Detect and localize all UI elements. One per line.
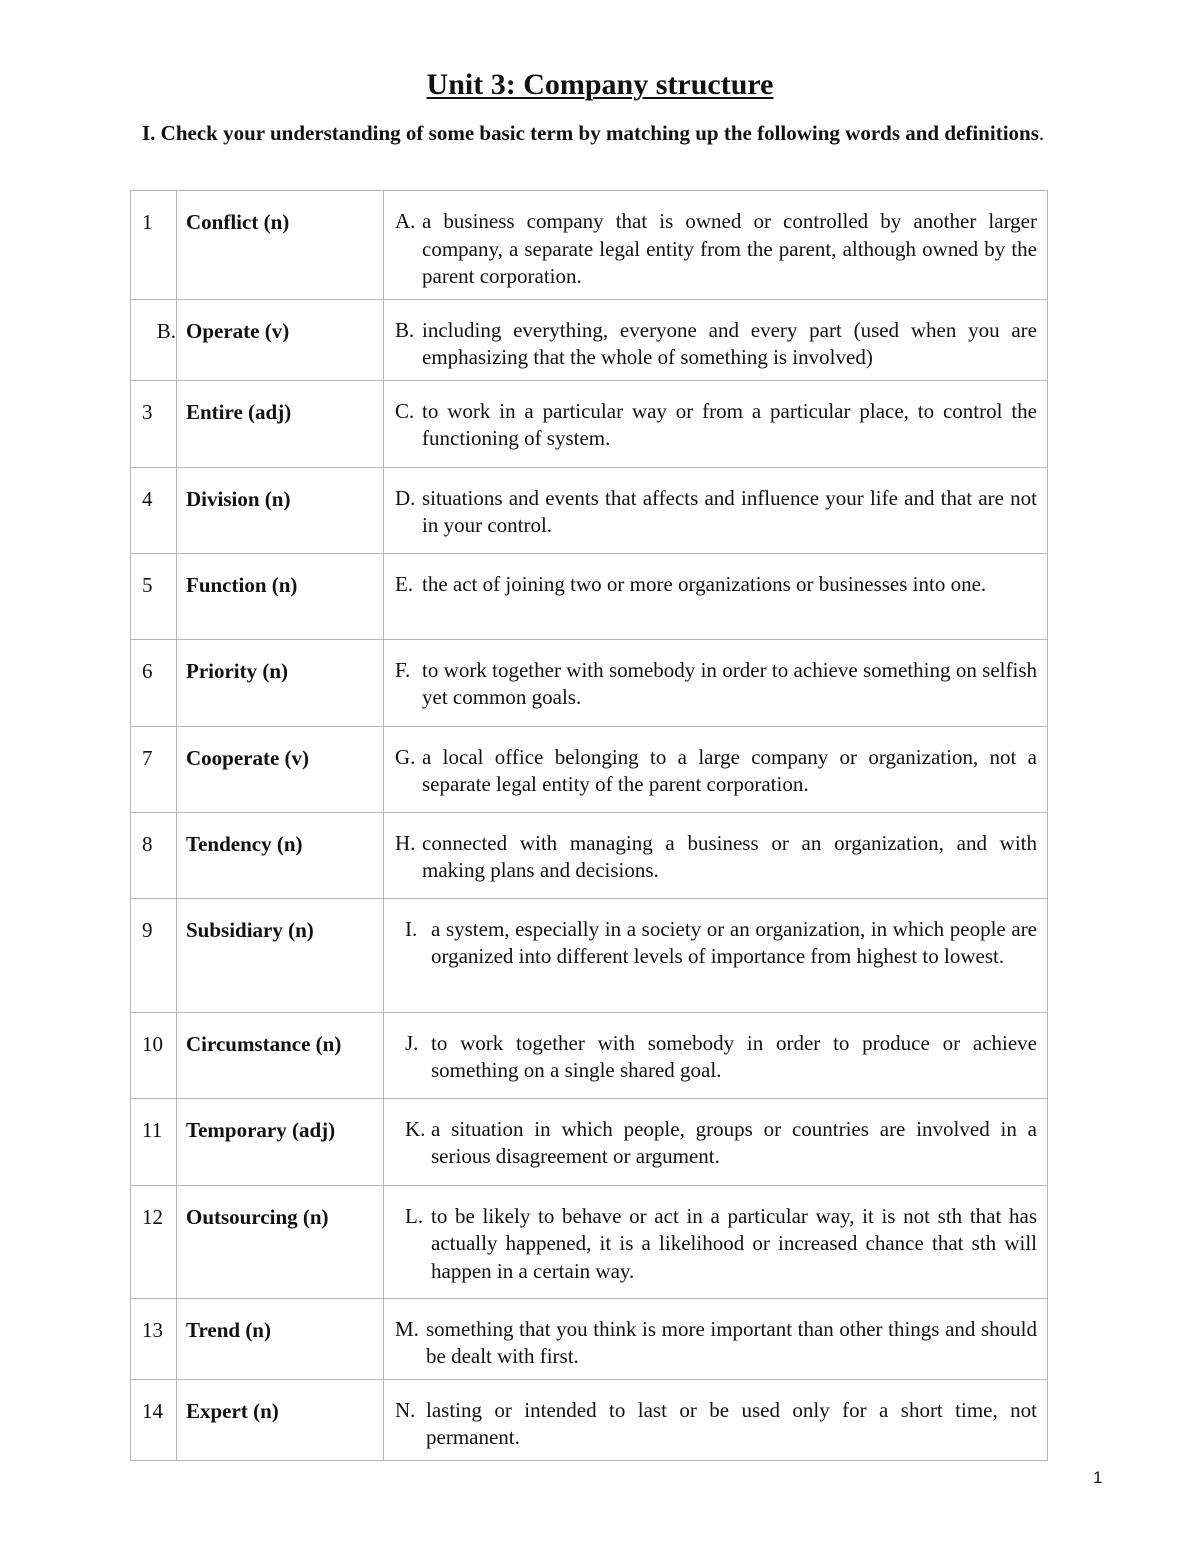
definition-text: connected with managing a business or an organization, and with making plans and decisions. [422,830,1037,882]
title-text: Unit 3: Company structure [426,68,774,101]
definition-cell [384,1185,1048,1298]
term: Temporary (adj) [177,1098,384,1185]
table-row [131,1012,1048,1098]
page-number: 1 [1093,1468,1103,1487]
item-number: 5 [131,553,177,639]
item-number: 7 [131,726,177,812]
item-number: 13 [131,1298,177,1379]
definition-text: to work together with somebody in order to achieve something on selfish yet common goals. [422,657,1037,709]
item-number: 10 [131,1012,177,1098]
definition-text: the act of joining two or more organizations or businesses into one. [422,571,987,596]
table-row [131,1298,1048,1379]
definition-cell [384,639,1048,726]
definition-letter: F. [395,657,411,682]
term: Subsidiary (n) [177,898,384,1012]
table-row [131,639,1048,726]
table-row [131,1098,1048,1185]
definition-cell [384,553,1048,639]
term: Cooperate (v) [177,726,384,812]
table-row [131,553,1048,639]
definition-text: to work in a particular way or from a particular place, to control the functioning of system. [422,398,1037,450]
item-number: 9 [131,898,177,1012]
term: Outsourcing (n) [177,1185,384,1298]
definition-text: a local office belonging to a large company or organization, not a separate legal entity of the parent corporation. [422,744,1037,796]
definition-letter: E. [395,571,414,596]
table-row [131,726,1048,812]
term: Operate (v) [177,299,384,380]
term: Function (n) [177,553,384,639]
definition-cell [384,1012,1048,1098]
item-number: 3 [131,380,177,467]
definition-letter: A. [395,209,416,233]
definition-letter: M. [395,1316,419,1341]
definition-letter: J. [405,1030,419,1055]
definition-cell [384,812,1048,898]
definition-letter: C. [395,398,415,423]
matching-table [130,190,1048,1461]
term: Tendency (n) [177,812,384,898]
instruction-end-mark: . [1038,121,1045,145]
term: Division (n) [177,467,384,553]
item-number: 11 [131,1098,177,1185]
item-number: 14 [131,1379,177,1460]
table-row [131,467,1048,553]
item-number: 8 [131,812,177,898]
table-row [131,191,1048,300]
page-title [0,68,1200,102]
term: Conflict (n) [177,191,384,300]
definition-letter: G. [395,744,416,769]
definition-text: a system, especially in a society or an organization, in which people are organized into different levels of importance from highest to lowest. [431,916,1037,968]
term: Expert (n) [177,1379,384,1460]
definition-text: lasting or intended to last or be used only for a short time, not permanent. [426,1397,1037,1449]
definition-text: to work together with somebody in order to produce or achieve something on a single shared goal. [431,1030,1037,1082]
definition-text: a business company that is owned or controlled by another larger company, a separate legal entity from the parent, although owned by the parent corporation. [422,209,1037,288]
item-number: 12 [131,1185,177,1298]
definition-letter: D. [395,485,416,510]
term: Entire (adj) [177,380,384,467]
definition-letter: N. [395,1397,416,1422]
definition-letter: H. [395,830,416,855]
term: Circumstance (n) [177,1012,384,1098]
definition-cell [384,1298,1048,1379]
definition-letter: B. [395,317,415,342]
table-row [131,812,1048,898]
table-row [131,898,1048,1012]
definition-cell [384,1098,1048,1185]
definition-cell [384,191,1048,300]
term: Trend (n) [177,1298,384,1379]
definition-letter: I. [405,916,418,941]
definition-text: situations and events that affects and influence your life and that are not in your control. [422,485,1037,537]
table-row [131,299,1048,380]
item-number: B. [131,299,177,380]
definition-letter: K. [405,1116,426,1141]
item-number: 1 [131,191,177,300]
table-row [131,380,1048,467]
definition-cell [384,898,1048,1012]
instruction-text: I. Check your understanding of some basic term by matching up the following words and definitions [142,121,1039,145]
definition-cell [384,1379,1048,1460]
instruction [142,120,1102,147]
item-number: 4 [131,467,177,553]
definition-text: something that you think is more important than other things and should be dealt with first. [426,1316,1037,1368]
term: Priority (n) [177,639,384,726]
definition-text: including everything, everyone and every part (used when you are emphasizing that the whole of something is involved) [422,317,1037,369]
definition-cell [384,299,1048,380]
definition-cell [384,467,1048,553]
table-row [131,1379,1048,1460]
definition-letter: L. [405,1203,424,1228]
definition-cell [384,726,1048,812]
definition-cell [384,380,1048,467]
table-row [131,1185,1048,1298]
definition-text: a situation in which people, groups or countries are involved in a serious disagreement or argument. [431,1116,1037,1168]
definition-text: to be likely to behave or act in a particular way, it is not sth that has actually happened, it is a likelihood or increased chance that sth will happen in a certain way. [431,1203,1037,1283]
item-number: 6 [131,639,177,726]
